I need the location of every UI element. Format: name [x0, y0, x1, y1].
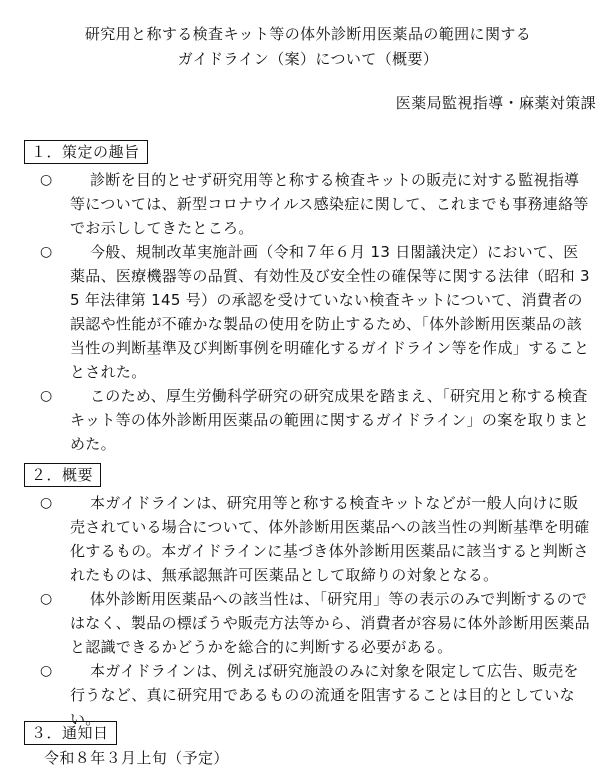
bullet-circle-icon: ○ [40, 495, 53, 511]
bullet-circle-icon: ○ [40, 244, 53, 260]
section-heading: ３．通知日 [24, 721, 117, 745]
author-department: 医薬局監視指導・麻薬対策課 [395, 94, 596, 112]
list-item [0, 587, 616, 659]
title-line-2: ガイドライン（案）について（概要） [177, 50, 439, 68]
document-title [0, 22, 616, 72]
bullet-text: 体外診断用医薬品への該当性は、「研究用」等の表示のみで判断するのではなく、製品の標ぼうや販売方法等から、消費者が容易に体外診断用医薬品と認識できるかどうかを総合的に判断する必要がある。 [70, 590, 590, 656]
bullet-circle-icon: ○ [40, 663, 53, 679]
list-item [0, 240, 616, 384]
section-heading: ２．概要 [24, 463, 101, 487]
bullet-text: 今般、規制改革実施計画（令和７年６月 13 日閣議決定）において、医薬品、医療機器等の品質、有効性及び安全性の確保等に関する法律（昭和 35 年法律第 145 号）の承認を受けていない検査キットについて、消費者の誤認や性能が不確かな製品の使用を防止するため、「体外診断用医薬品の該当性の判断基準及び判断事例を明確化するガイドライン等を作成」することとされた。 [70, 243, 590, 381]
section-heading: １．策定の趣旨 [24, 140, 148, 164]
notification-date-text: 令和８年３月上旬（予定） [44, 749, 229, 767]
title-line-1: 研究用と称する検査キット等の体外診断用医薬品の範囲に関する [84, 25, 532, 43]
bullet-list [0, 491, 616, 731]
bullet-list [0, 168, 616, 456]
bullet-text: 本ガイドラインは、例えば研究施設のみに対象を限定して広告、販売を行うなど、真に研究用であるものの流通を阻害することは目的としていない。 [70, 662, 579, 728]
bullet-circle-icon: ○ [40, 388, 53, 404]
bullet-circle-icon: ○ [40, 172, 53, 188]
bullet-text: 診断を目的とせず研究用等と称する検査キットの販売に対する監視指導等については、新型コロナウイルス感染症に関して、これまでも事務連絡等でお示ししてきたところ。 [70, 171, 589, 237]
bullet-text: 本ガイドラインは、研究用等と称する検査キットなどが一般人向けに販売されている場合について、体外診断用医薬品への該当性の判断基準を明確化するもの。本ガイドラインに基づき体外診断用医薬品に該当すると判断されたものは、無承認無許可医薬品として取締りの対象となる。 [70, 494, 590, 584]
list-item [0, 384, 616, 456]
list-item [0, 491, 616, 587]
list-item [0, 168, 616, 240]
bullet-circle-icon: ○ [40, 591, 53, 607]
bullet-text: このため、厚生労働科学研究の研究成果を踏まえ、「研究用と称する検査キット等の体外診断用医薬品の範囲に関するガイドライン」の案を取りまとめた。 [70, 387, 590, 453]
